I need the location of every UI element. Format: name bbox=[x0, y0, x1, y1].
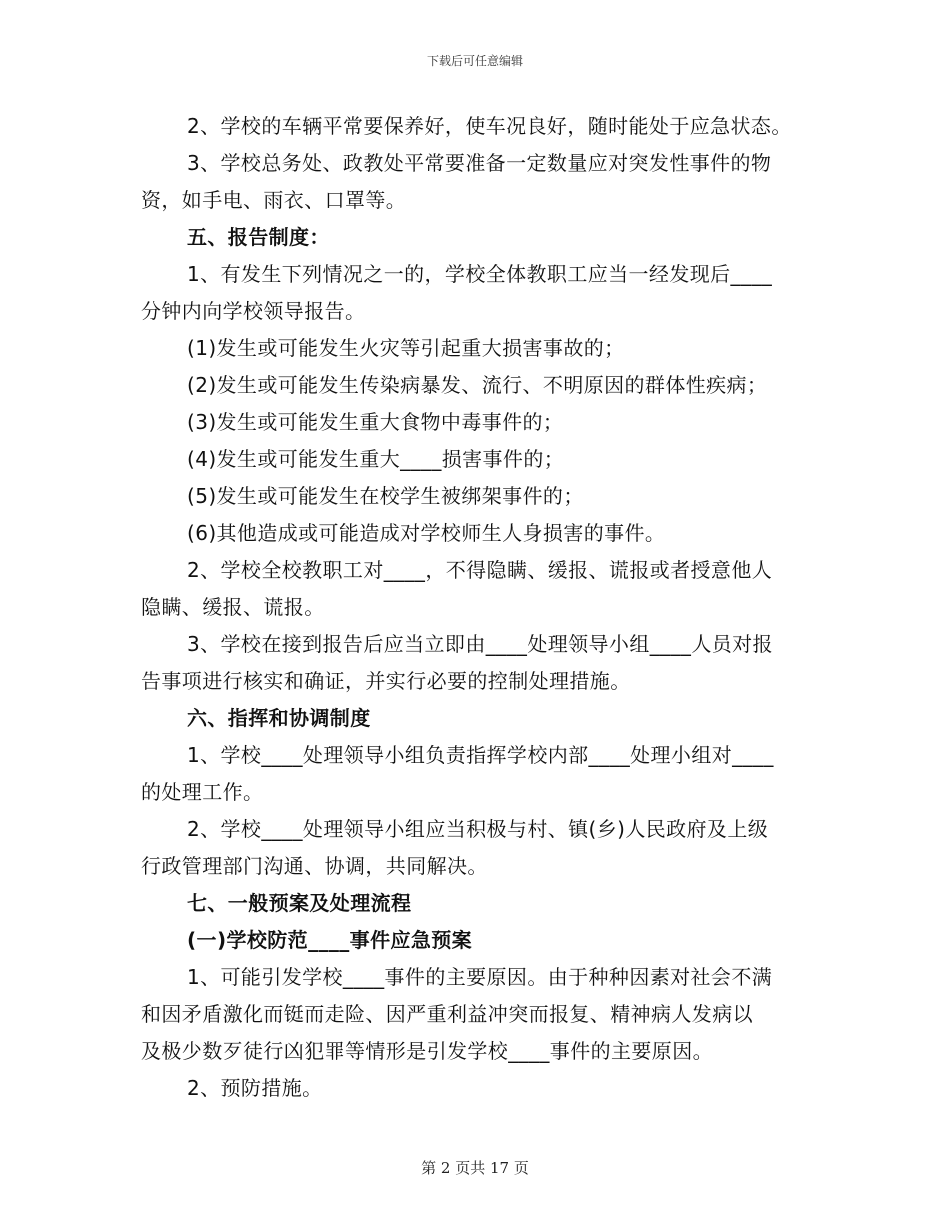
paragraph-line: 2、预防措施。 bbox=[187, 1076, 323, 1100]
section-heading: 七、一般预案及处理流程 bbox=[187, 891, 412, 915]
paragraph-line: 告事项进行核实和确证，并实行必要的控制处理措施。 bbox=[141, 669, 631, 693]
paragraph-line: 1、可能引发学校____事件的主要原因。由于种种因素对社会不满 bbox=[187, 965, 773, 989]
paragraph-line: 资，如手电、雨衣、口罩等。 bbox=[141, 188, 407, 212]
paragraph-line: 1、学校____处理领导小组负责指挥学校内部____处理小组对____ bbox=[187, 743, 774, 767]
page-header: 下载后可任意编辑 bbox=[426, 54, 523, 68]
paragraph-line: 2、学校全校教职工对____，不得隐瞒、缓报、谎报或者授意他人 bbox=[187, 558, 773, 582]
list-item: (4)发生或可能发生重大____损害事件的； bbox=[187, 447, 565, 471]
paragraph-line: 3、学校在接到报告后应当立即由____处理领导小组____人员对报 bbox=[187, 632, 773, 656]
paragraph-line: 的处理工作。 bbox=[141, 780, 264, 804]
list-item: (1)发生或可能发生火灾等引起重大损害事故的； bbox=[187, 336, 625, 360]
paragraph-line: 3、学校总务处、政教处平常要准备一定数量应对突发性事件的物 bbox=[187, 151, 772, 175]
subsection-heading: (一)学校防范____事件应急预案 bbox=[187, 928, 473, 952]
list-item: (6)其他造成或可能造成对学校师生人身损害的事件。 bbox=[187, 521, 666, 545]
section-heading: 六、指挥和协调制度 bbox=[187, 706, 371, 730]
section-heading: 五、报告制度： bbox=[187, 225, 330, 249]
list-item: (3)发生或可能发生重大食物中毒事件的； bbox=[187, 410, 564, 434]
paragraph-line: 及极少数歹徒行凶犯罪等情形是引发学校____事件的主要原因。 bbox=[141, 1039, 713, 1063]
page-footer: 第 2 页共 17 页 bbox=[421, 1159, 529, 1177]
list-item: (2)发生或可能发生传染病暴发、流行、不明原因的群体性疾病； bbox=[187, 373, 768, 397]
paragraph-line: 行政管理部门沟通、协调，共同解决。 bbox=[141, 854, 488, 878]
document-body bbox=[141, 108, 816, 1107]
paragraph-line: 2、学校____处理领导小组应当积极与村、镇(乡)人民政府及上级 bbox=[187, 817, 769, 841]
paragraph-line: 2、学校的车辆平常要保养好，使车况良好，随时能处于应急状态。 bbox=[187, 114, 792, 138]
paragraph-line: 隐瞒、缓报、谎报。 bbox=[141, 595, 325, 619]
paragraph-line: 和因矛盾激化而铤而走险、因严重利益冲突而报复、精神病人发病以 bbox=[141, 1002, 753, 1026]
paragraph-line: 1、有发生下列情况之一的，学校全体教职工应当一经发现后____ bbox=[187, 262, 773, 286]
paragraph-line: 分钟内向学校领导报告。 bbox=[141, 299, 366, 323]
list-item: (5)发生或可能发生在校学生被绑架事件的； bbox=[187, 484, 584, 508]
